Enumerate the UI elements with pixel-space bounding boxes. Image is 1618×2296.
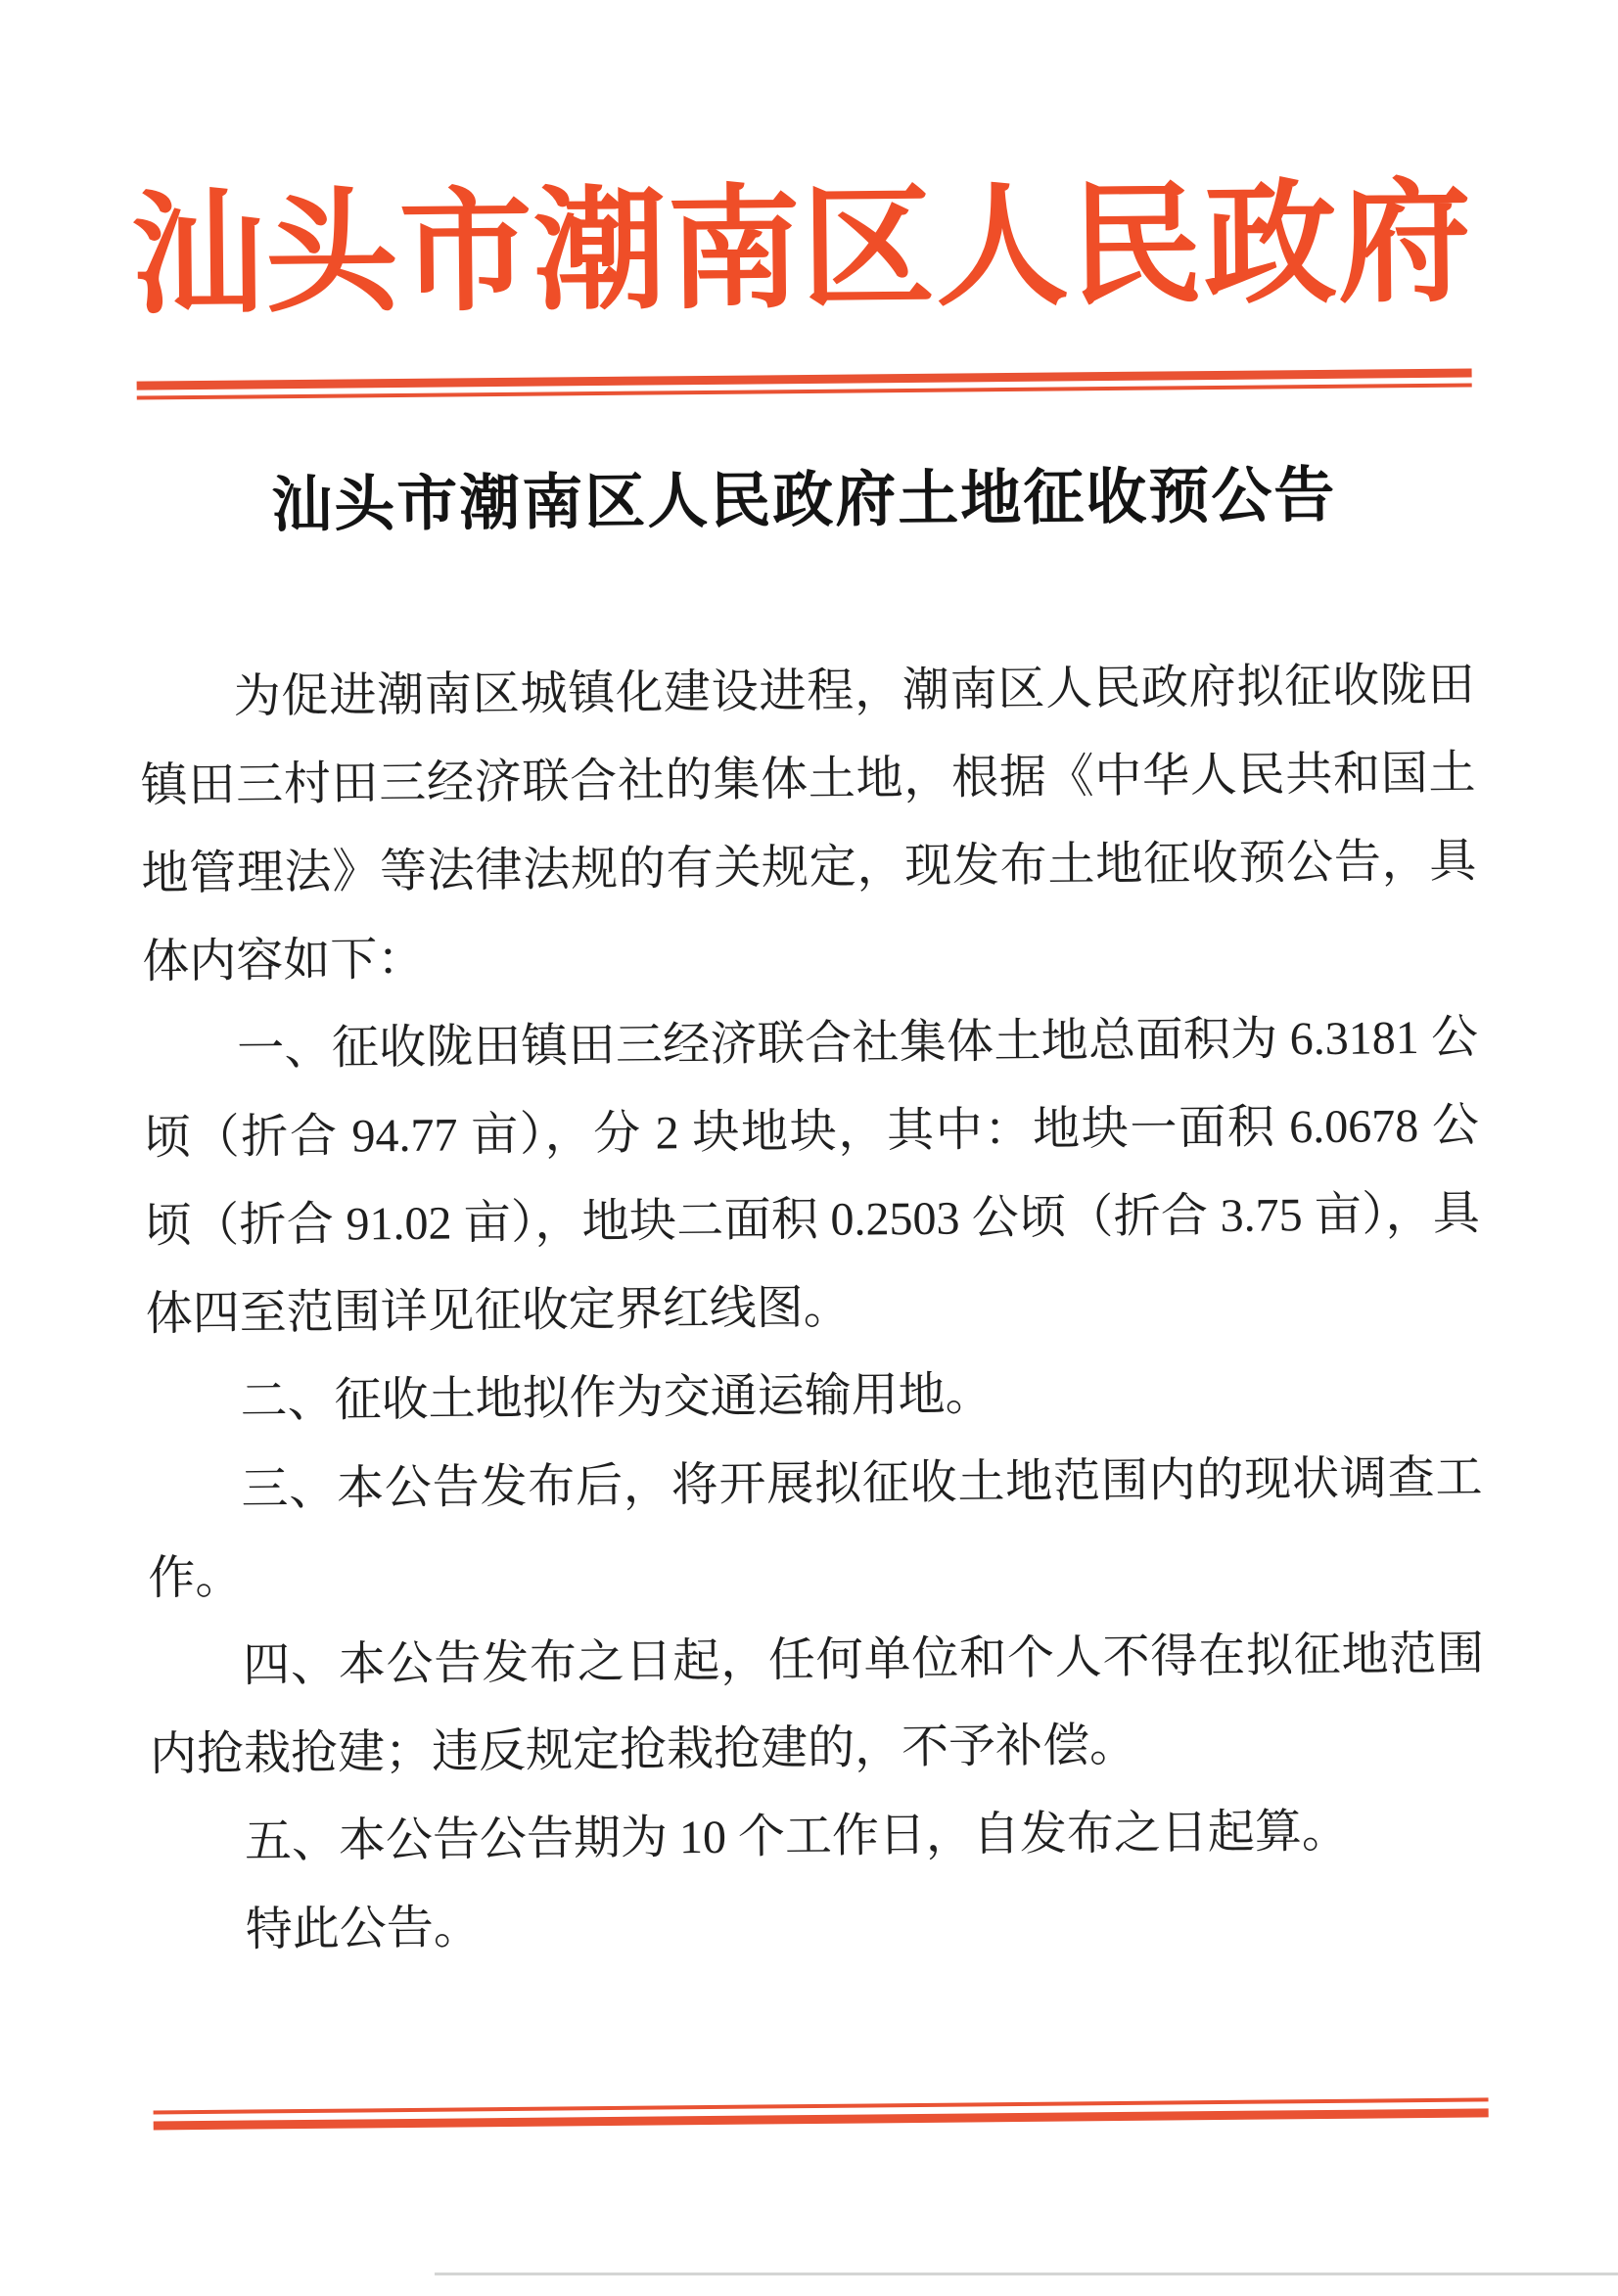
letterhead-title: 汕头市潮南区人民政府 [130, 170, 1473, 331]
body-paragraph-item-3: 三、本公告发布后，将开展拟征收土地范围内的现状调查工作。 [148, 1451, 1483, 1605]
body-paragraph-closing: 特此公告。 [245, 1902, 482, 1956]
body-paragraph-item-2: 二、征收土地拟作为交通运输用地。 [240, 1368, 993, 1428]
body-paragraph-item-4: 四、本公告发布之日起，任何单位和个人不得在拟征地范围内抢栽抢建；违反规定抢栽抢建的，不予补偿。 [149, 1628, 1485, 1781]
body-paragraph-intro: 为促进潮南区城镇化建设进程，潮南区人民政府拟征收陇田镇田三村田三经济联合社的集体土地，根据《中华人民共和国土地管理法》等法律法规的有关规定，现发布土地征收预公告，具体内容如下： [140, 659, 1477, 988]
footer-double-rule [154, 2097, 1489, 2130]
scan-edge-artifact [435, 2273, 1618, 2275]
document-title: 汕头市潮南区人民政府土地征收预公告 [270, 462, 1337, 540]
document-body [139, 641, 1487, 1975]
header-double-rule [137, 368, 1472, 399]
body-paragraph-item-5: 五、本公告公告期为 10 个工作日，自发布之日起算。 [244, 1805, 1350, 1868]
body-paragraph-item-1: 一、征收陇田镇田三经济联合社集体土地总面积为 6.3181 公顷（折合 94.77 亩），分 2 块地块，其中：地块一面积 6.0678 公顷（折合 91.02 亩），地块二面积 0.2503 公顷（折合 3.75 亩），具体四至范围详见征收定界红线图。 [143, 1011, 1481, 1341]
